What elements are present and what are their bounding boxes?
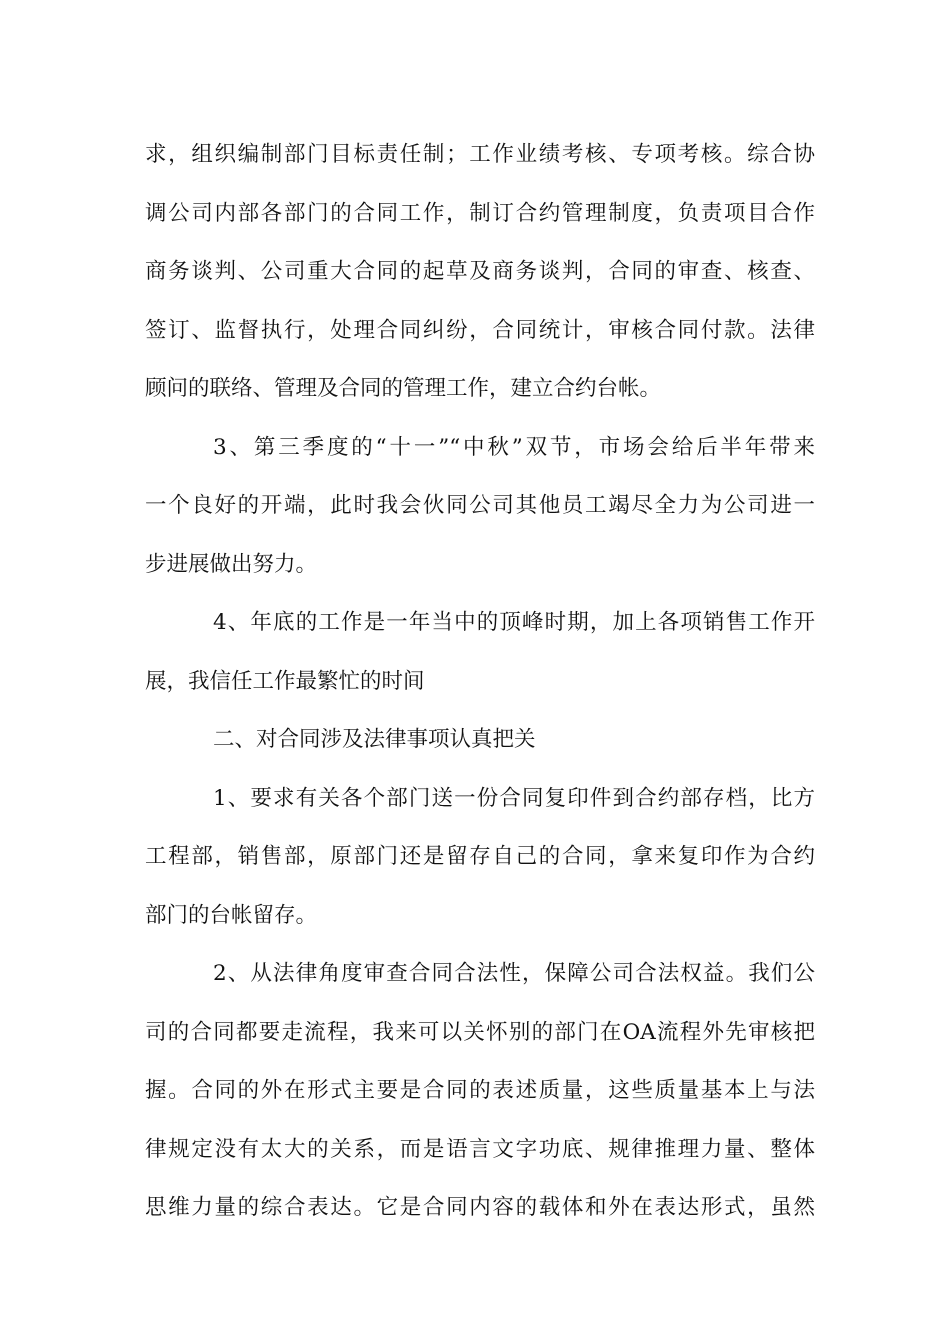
text-line: 步进展做出努力。 [145, 551, 318, 577]
text-line: 工程部，销售部，原部门还是留存自己的合同，拿来复印作为合约 [145, 844, 815, 869]
document-body [145, 126, 815, 1238]
paragraph-start-line: 1、要求有关各个部门送一份合同复印件到合约部存档，比方 [213, 785, 815, 811]
text-line: 签订、监督执行，处理合同纠纷，合同统计，审核合同付款。法律 [145, 317, 815, 343]
text-line: 一个良好的开端，此时我会伙同公司其他员工竭尽全力为公司进一 [145, 493, 815, 518]
text-line: 律规定没有太大的关系，而是语言文字功底、规律推理力量、整体 [145, 1136, 815, 1162]
text-line: 部门的台帐留存。 [145, 902, 318, 928]
text-line: 思维力量的综合表达。它是合同内容的载体和外在表达形式，虽然 [145, 1195, 815, 1220]
paragraph-start-line: 2、从法律角度审查合同合法性，保障公司合法权益。我们公 [213, 961, 815, 986]
text-line: 展，我信任工作最繁忙的时间 [145, 668, 425, 694]
text-line: 顾问的联络、管理及合同的管理工作，建立合约台帐。 [145, 376, 662, 401]
paragraph-start-line: 4、年底的工作是一年当中的顶峰时期，加上各项销售工作开 [213, 610, 815, 635]
text-line: 握。合同的外在形式主要是合同的表述质量，这些质量基本上与法 [145, 1078, 815, 1103]
paragraph-start-line: 3、第三季度的“十一”“中秋”双节，市场会给后半年带来 [213, 434, 815, 460]
section-heading: 二、对合同涉及法律事项认真把关 [213, 727, 536, 752]
text-line: 商务谈判、公司重大合同的起草及商务谈判，合同的审查、核查、 [145, 259, 815, 284]
text-line: 调公司内部各部门的合同工作，制订合约管理制度，负责项目合作 [145, 200, 815, 226]
text-line: 司的合同都要走流程，我来可以关怀别的部门在OA流程外先审核把 [145, 1019, 815, 1045]
text-line: 求，组织编制部门目标责任制；工作业绩考核、专项考核。综合协 [145, 142, 815, 167]
